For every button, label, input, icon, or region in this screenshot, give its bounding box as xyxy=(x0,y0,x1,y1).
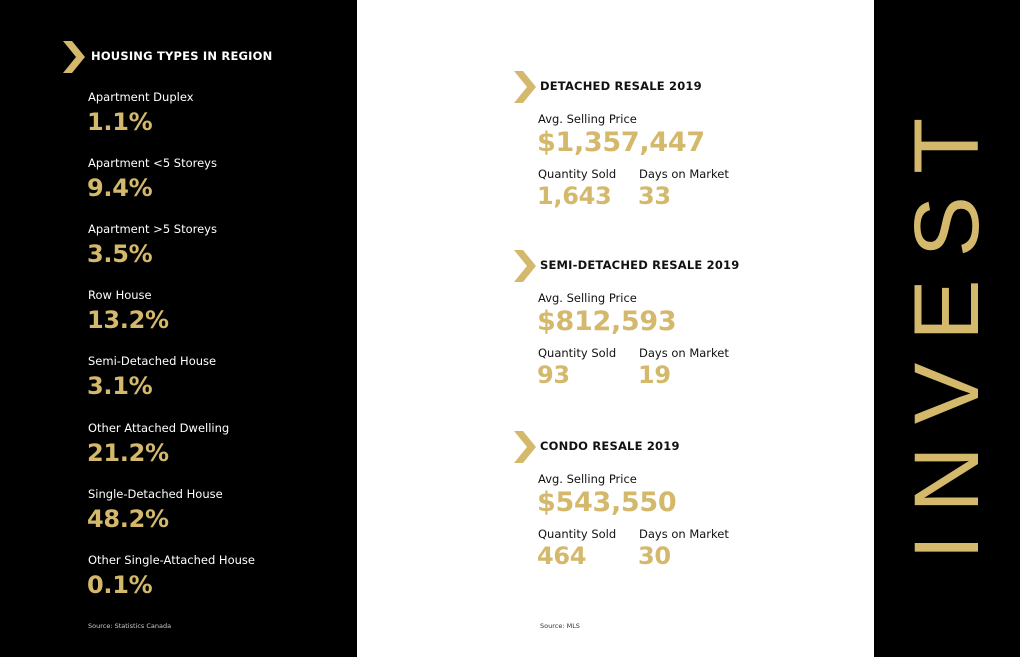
price-label: Avg. Selling Price xyxy=(538,472,637,486)
quantity-value: 93 xyxy=(537,361,570,389)
section-title: DETACHED RESALE 2019 xyxy=(540,79,702,93)
chevron-right-icon xyxy=(514,71,536,103)
price-label: Avg. Selling Price xyxy=(538,112,637,126)
section-title: CONDO RESALE 2019 xyxy=(540,439,680,453)
chevron-right-icon xyxy=(514,250,536,282)
source-note: Source: MLS xyxy=(540,622,580,630)
housing-type-value: 0.1% xyxy=(87,571,153,599)
housing-type-label: Other Attached Dwelling xyxy=(88,421,230,435)
quantity-label: Quantity Sold xyxy=(538,527,617,541)
housing-type-label: Single-Detached House xyxy=(88,487,223,501)
housing-type-label: Other Single-Attached House xyxy=(88,553,255,567)
quantity-value: 1,643 xyxy=(537,182,612,210)
chevron-right-icon xyxy=(63,41,85,73)
days-label: Days on Market xyxy=(639,346,729,360)
housing-types-title: HOUSING TYPES IN REGION xyxy=(91,49,273,63)
days-label: Days on Market xyxy=(639,527,729,541)
housing-type-value: 13.2% xyxy=(87,306,169,334)
housing-type-label: Row House xyxy=(88,288,152,302)
housing-type-value: 1.1% xyxy=(87,108,153,136)
avg-price-value: $812,593 xyxy=(537,306,677,337)
chevron-right-icon xyxy=(514,431,536,463)
housing-type-value: 9.4% xyxy=(87,174,153,202)
housing-type-label: Semi-Detached House xyxy=(88,354,217,368)
quantity-label: Quantity Sold xyxy=(538,346,617,360)
days-value: 30 xyxy=(638,542,671,570)
days-value: 19 xyxy=(638,361,671,389)
housing-type-value: 3.5% xyxy=(87,240,153,268)
resale-panel xyxy=(357,0,874,657)
housing-type-label: Apartment Duplex xyxy=(88,90,194,104)
price-label: Avg. Selling Price xyxy=(538,291,637,305)
housing-type-label: Apartment >5 Storeys xyxy=(88,222,217,236)
quantity-value: 464 xyxy=(537,542,587,570)
housing-type-label: Apartment <5 Storeys xyxy=(88,156,217,170)
housing-types-panel xyxy=(0,0,357,657)
housing-type-value: 3.1% xyxy=(87,372,153,400)
days-label: Days on Market xyxy=(639,167,729,181)
housing-type-value: 48.2% xyxy=(87,505,169,533)
source-note: Source: Statistics Canada xyxy=(88,622,172,630)
housing-type-value: 21.2% xyxy=(87,439,169,467)
invest-heading: INVEST xyxy=(896,95,998,561)
section-title: SEMI-DETACHED RESALE 2019 xyxy=(540,258,740,272)
avg-price-value: $543,550 xyxy=(537,487,677,518)
avg-price-value: $1,357,447 xyxy=(537,127,705,158)
quantity-label: Quantity Sold xyxy=(538,167,617,181)
days-value: 33 xyxy=(638,182,671,210)
